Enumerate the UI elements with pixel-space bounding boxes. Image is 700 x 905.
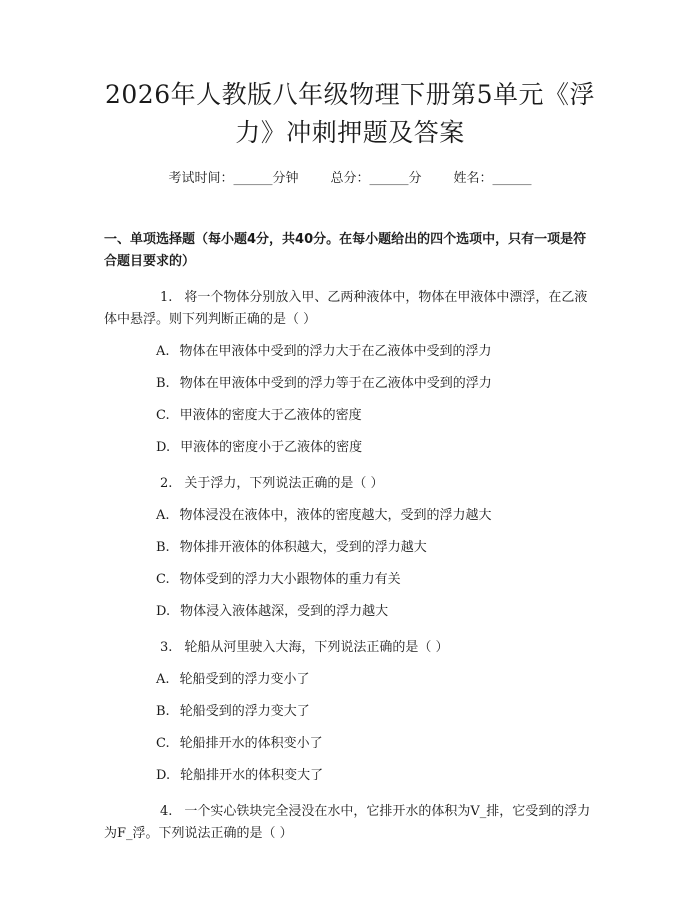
- question-number: 2.: [160, 476, 173, 491]
- option-b: [104, 701, 596, 723]
- option-letter: D.: [156, 768, 171, 783]
- question-text: 轮船从河里驶入大海，下列说法正确的是（ ）: [184, 640, 449, 655]
- option-text: 物体在甲液体中受到的浮力等于在乙液体中受到的浮力: [179, 376, 492, 391]
- option-list: [104, 505, 596, 623]
- option-text: 轮船受到的浮力变大了: [179, 704, 310, 719]
- option-letter: C.: [156, 572, 170, 587]
- option-letter: B.: [156, 704, 170, 719]
- option-d: [104, 765, 596, 787]
- document-title: [104, 0, 596, 152]
- option-c: [104, 405, 596, 427]
- option-a: [104, 341, 596, 363]
- option-c: [104, 569, 596, 591]
- option-letter: D.: [156, 440, 171, 455]
- option-letter: A.: [156, 344, 170, 359]
- question-number: 3.: [160, 640, 173, 655]
- option-letter: D.: [156, 604, 171, 619]
- option-letter: C.: [156, 736, 170, 751]
- question-number: 4.: [160, 804, 173, 819]
- option-letter: A.: [156, 508, 170, 523]
- option-letter: B.: [156, 540, 170, 555]
- question-stem: [104, 287, 596, 331]
- option-text: 轮船排开水的体积变小了: [179, 736, 323, 751]
- question-text: 关于浮力，下列说法正确的是（ ）: [184, 476, 384, 491]
- option-d: [104, 601, 596, 623]
- exam-time: 考试时间：______分钟: [168, 171, 299, 186]
- option-text: 甲液体的密度小于乙液体的密度: [180, 440, 363, 455]
- question-2: [104, 473, 596, 623]
- title-line-1: 2026年人教版八年级物理下册第5单元《浮: [104, 80, 596, 109]
- student-name: 姓名：______: [453, 171, 532, 186]
- option-text: 物体浸没在液体中，液体的密度越大，受到的浮力越大: [179, 508, 492, 523]
- option-b: [104, 373, 596, 395]
- option-letter: C.: [156, 408, 170, 423]
- question-4: [104, 801, 596, 845]
- exam-info-line: [104, 169, 596, 189]
- question-text: 将一个物体分别放入甲、乙两种液体中，物体在甲液体中漂浮，在乙液体中悬浮。则下列判断正确的是（ ）: [104, 290, 588, 327]
- option-a: [104, 505, 596, 527]
- option-letter: B.: [156, 376, 170, 391]
- title-line-2: 力》冲刺押题及答案: [235, 118, 465, 147]
- option-text: 物体受到的浮力大小跟物体的重力有关: [179, 572, 401, 587]
- question-text: 一个实心铁块完全浸没在水中，它排开水的体积为V_排，它受到的浮力为F_浮。下列说法正确的是（ ）: [104, 804, 591, 841]
- question-stem: [104, 637, 596, 659]
- question-stem: [104, 801, 596, 845]
- option-letter: A.: [156, 672, 170, 687]
- option-list: [104, 669, 596, 787]
- section-heading: 一、单项选择题（每小题4分，共40分。在每小题给出的四个选项中，只有一项是符合题目要求的）: [104, 232, 587, 269]
- option-text: 轮船受到的浮力变小了: [179, 672, 310, 687]
- option-text: 甲液体的密度大于乙液体的密度: [179, 408, 362, 423]
- option-text: 物体排开液体的体积越大，受到的浮力越大: [179, 540, 427, 555]
- option-c: [104, 733, 596, 755]
- question-1: [104, 287, 596, 459]
- total-score: 总分：______分: [330, 171, 422, 186]
- option-list: [104, 341, 596, 459]
- option-text: 物体在甲液体中受到的浮力大于在乙液体中受到的浮力: [179, 344, 492, 359]
- option-text: 物体浸入液体越深，受到的浮力越大: [180, 604, 389, 619]
- question-stem: [104, 473, 596, 495]
- question-3: [104, 637, 596, 787]
- option-a: [104, 669, 596, 691]
- option-d: [104, 437, 596, 459]
- question-number: 1.: [160, 290, 173, 305]
- option-b: [104, 537, 596, 559]
- option-text: 轮船排开水的体积变大了: [180, 768, 324, 783]
